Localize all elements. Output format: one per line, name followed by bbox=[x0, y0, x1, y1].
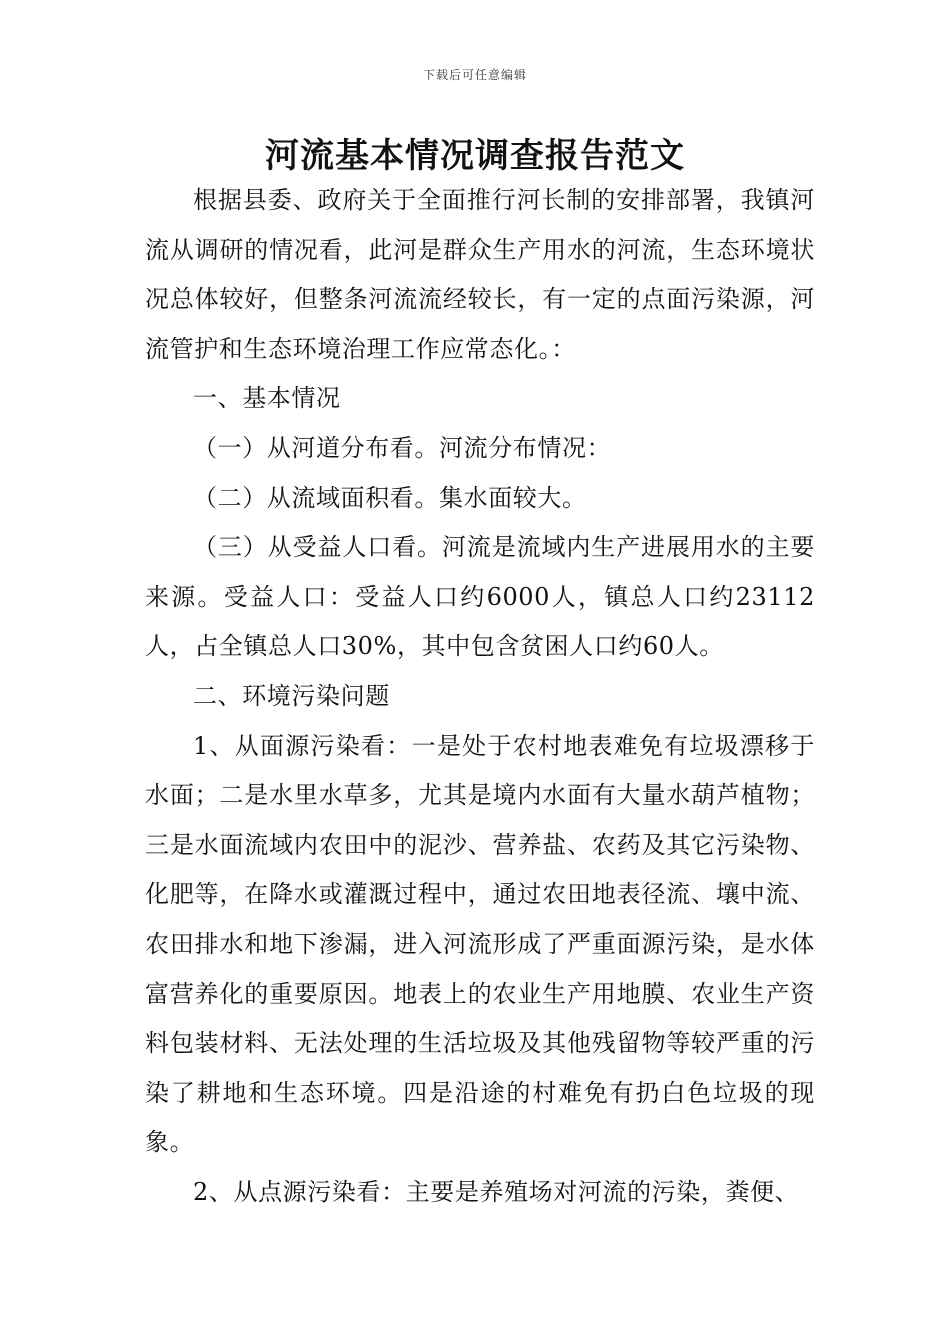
paragraph-point-pollution: 2、从点源污染看：主要是养殖场对河流的污染，粪便、 bbox=[193, 1177, 800, 1206]
section-heading-basic: 一、基本情况 bbox=[193, 384, 341, 413]
paragraph-beneficiary-population: （三）从受益人口看。河流是流域内生产进展用水的主要来源。受益人口：受益人口约6000人，镇总人口约23112人，占全镇总人口30%，其中包含贫困人口约60人。 bbox=[145, 533, 815, 661]
paragraph-nonpoint-pollution: 1、从面源污染看：一是处于农村地表难免有垃圾漂移于水面；二是水里水草多，尤其是境内水面有大量水葫芦植物；三是水面流域内农田中的泥沙、营养盐、农药及其它污染物、化肥等，在降水或灌溉过程中，通过农田地表径流、壤中流、农田排水和地下渗漏，进入河流形成了严重面源污染，是水体富营养化的重要原因。地表上的农业生产用地膜、农业生产资料包装材料、无法处理的生活垃圾及其他残留物等较严重的污染了耕地和生态环境。四是沿途的村难免有扔白色垃圾的现象。 bbox=[145, 731, 815, 1157]
document-body bbox=[145, 176, 815, 1217]
paragraph-intro: 根据县委、政府关于全面推行河长制的安排部署，我镇河流从调研的情况看，此河是群众生产用水的河流，生态环境状况总体较好，但整条河流流经较长，有一定的点面污染源，河流管护和生态环境治理工作应常态化。： bbox=[145, 186, 815, 363]
document-title: 河流基本情况调查报告范文 bbox=[265, 136, 685, 176]
paragraph-river-distribution: （一）从河道分布看。河流分布情况： bbox=[193, 433, 612, 462]
paragraph-basin-area: （二）从流域面积看。集水面较大。 bbox=[193, 483, 587, 512]
section-heading-pollution: 二、环境污染问题 bbox=[193, 681, 390, 710]
header-note: 下载后可任意编辑 bbox=[422, 68, 527, 82]
